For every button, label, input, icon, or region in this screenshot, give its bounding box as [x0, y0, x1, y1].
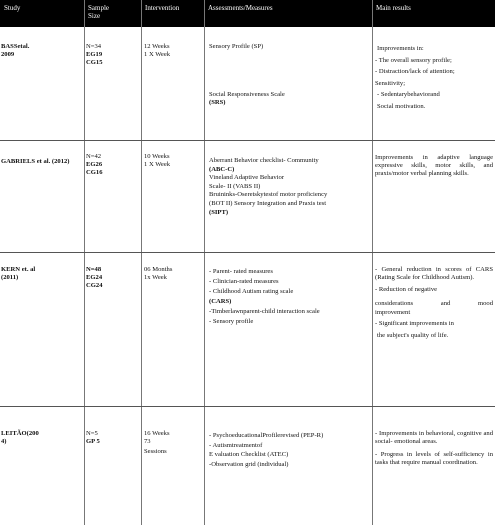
table-row-results: - General reduction in scores of CARS (Rating Scale for Childhood Autism). - Reduction of negative considerations and mood improvement - Significant improvements in the subject's quality of life.	[375, 266, 493, 340]
column-divider	[204, 0, 205, 525]
header-sample-size: Sample Size	[88, 4, 109, 20]
table-row-study: KERN et. al (2011)	[1, 266, 36, 281]
header-study: Study	[4, 4, 21, 12]
table-row-study: GABRIELS et al. (2012)	[1, 158, 70, 165]
table-row-intervention: 16 Weeks 73 Sessions	[144, 430, 170, 455]
row-divider	[0, 406, 495, 407]
table-row-sample: N=34 EG19 CG15	[86, 43, 103, 66]
header-results: Main results	[376, 4, 411, 12]
table-row-sample: N=42 EG26 CG16	[86, 153, 103, 176]
table-row-assessment: Sensory Profile (SP)	[209, 43, 264, 50]
header-assessments: Assessments/Measures	[208, 4, 273, 12]
table-row-sample: N=48 EG24 CG24	[86, 266, 103, 289]
table-row-intervention: 10 Weeks 1 X Week	[144, 153, 171, 168]
row-divider	[0, 252, 495, 253]
header-intervention: Intervention	[145, 4, 180, 12]
table-row-sample: N=5 GP 5	[86, 430, 100, 445]
table-header	[0, 0, 495, 27]
table-row-results: - Improvements in behavioral, cognitive and social- emotional areas. - Progress in levels of self-sufficiency in tasks that require manual coordination.	[375, 430, 493, 467]
table-row-assessment: Aberrant Behavior checklist- Community (ABC-C) Vineland Adaptive Behavior Scale- II (VABS II) Bruininks-Oseretskytestof motor proficiency (BOT II) Sensory Integration and Praxis test (SIPT)	[209, 157, 328, 216]
table-row-study: BASSetal. 2009	[1, 43, 30, 58]
column-divider	[372, 0, 373, 525]
table-row-results: Improvements in: - The overall sensory profile; - Distraction/lack of attention; Sensitivity; - Sedentarybehaviorand Social motivation.	[375, 45, 455, 110]
table-row-assessment: - PsychoeducationalProfilerevised (PEP-R) - Autismtreatmentof E valuation Checklist (ATEC) -Observation grid (individual)	[209, 432, 324, 468]
table-row-assessment: Social Responsiveness Scale (SRS)	[209, 91, 285, 106]
table-row-results: Improvements in adaptive language expressive skills, motor skills, and praxis/motor verbal planning skills.	[375, 154, 493, 177]
row-divider	[0, 140, 495, 141]
table-row-intervention: 12 Weeks 1 X Week	[144, 43, 171, 58]
column-divider	[141, 0, 142, 525]
table-row-assessment: - Parent- rated measures - Clinician-rated measures - Childhood Autism rating scale (CARS) -Timberlawnparent-child interaction scale - Sensory profile	[209, 268, 320, 325]
table-row-study: LEITÃO(200 4)	[1, 430, 39, 445]
column-divider	[84, 0, 85, 525]
table-row-intervention: 06 Months 1x Week	[144, 266, 173, 281]
